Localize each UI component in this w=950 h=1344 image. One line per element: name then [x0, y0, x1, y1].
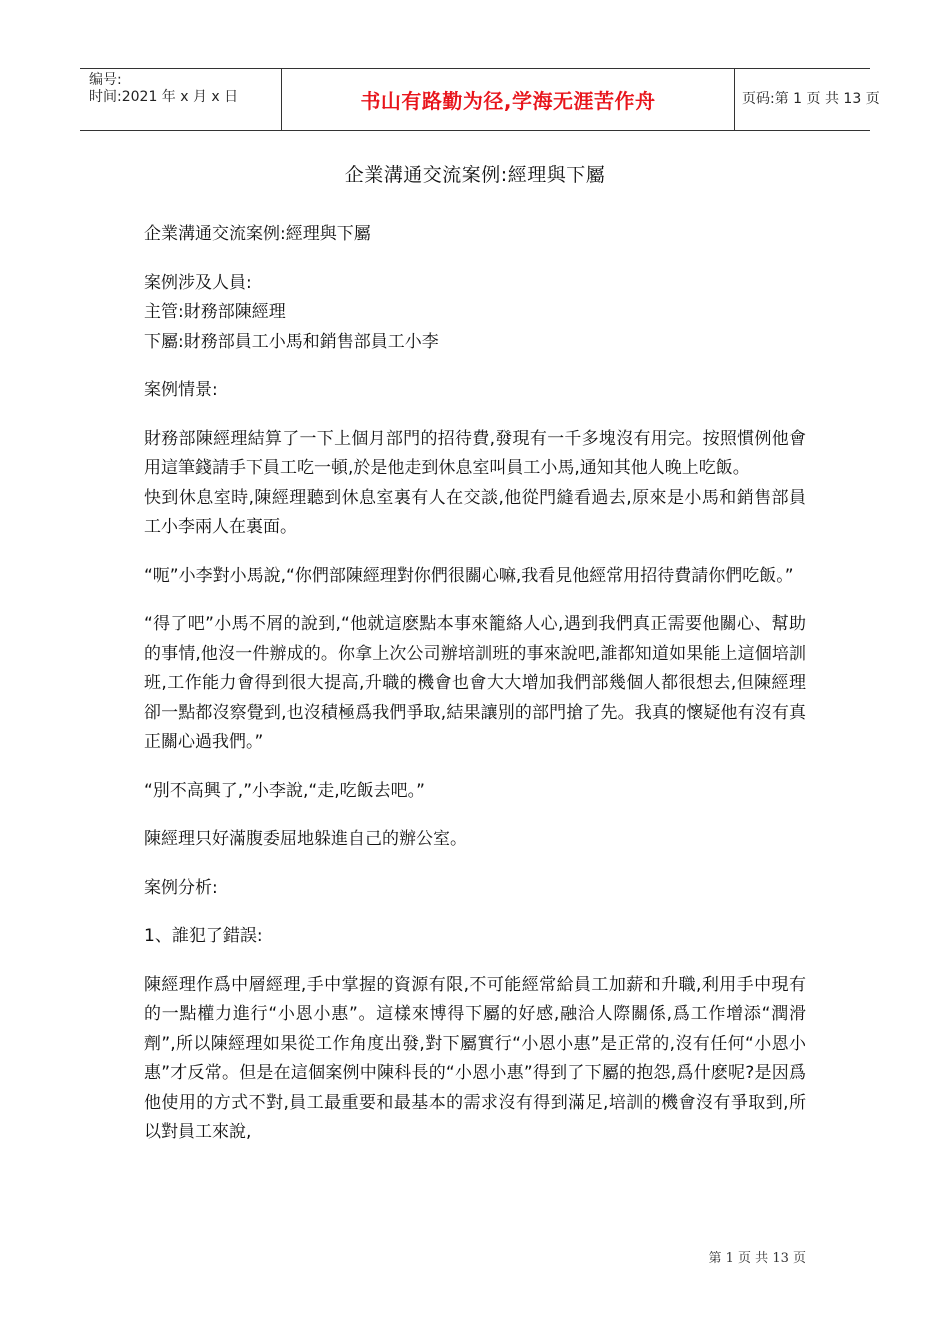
page-footer: 第 1 页 共 13 页: [708, 1251, 806, 1266]
paragraph: 案例涉及人員: 主管:財務部陳經理 下屬:財務部員工小馬和銷售部員工小李: [144, 272, 439, 352]
motto: 书山有路勤为径,学海无涯苦作舟: [360, 89, 656, 113]
paragraph: “得了吧”小馬不屑的說到,“他就這麽點本事來籠絡人心,遇到我們真正需要他關心、幫助的事情,他沒一件辦成的。你拿上次公司辦培訓班的事來說吧,誰都知道如果能上這個培訓班,工作能力會得到很大提高,升職的機會也會大大增加我們部幾個人都很想去,但陳經理卻一點都沒察覺到,也沒積極爲我們爭取,結果讓別的部門搶了先。我真的懷疑他有沒有真正關心過我們。”: [144, 614, 806, 752]
paragraph: 1、誰犯了錯誤:: [144, 926, 263, 946]
page-label: 页码:第 1 页 共 13 页: [742, 91, 880, 107]
number-label: 编号:: [89, 72, 122, 88]
paragraph: 陳經理作爲中層經理,手中掌握的資源有限,不可能經常給員工加薪和升職,利用手中現有的一點權力進行“小恩小惠”。這樣來博得下屬的好感,融洽人際關係,爲工作增添“潤滑劑”,所以陳經理如果從工作角度出發,對下屬實行“小恩小惠”是正常的,沒有任何“小恩小惠”才反常。但是在這個案例中陳科長的“小恩小惠”得到了下屬的抱怨,爲什麽呢?是因爲他使用的方式不對,員工最重要和最基本的需求沒有得到滿足,培訓的機會沒有爭取到,所以對員工來說,: [144, 974, 806, 1142]
paragraph: 案例分析:: [144, 877, 218, 898]
time-label: 时间:2021 年 x 月 x 日: [89, 89, 239, 105]
paragraph: “別不高興了,”小李說,“走,吃飯去吧。”: [144, 780, 425, 801]
header-page-cell: [734, 69, 880, 130]
header-motto-cell: [281, 69, 735, 130]
paragraph: 案例情景:: [144, 380, 218, 400]
document-header: [80, 68, 880, 131]
document-body: [144, 220, 806, 1167]
paragraph: 財務部陳經理結算了一下上個月部門的招待費,發現有一千多塊沒有用完。按照慣例他會用這筆錢請手下員工吃一頓,於是他走到休息室叫員工小馬,通知其他人晚上吃飯。 快到休息室時,陳經理聽到休息室裏有人在交談,他從門縫看過去,原來是小馬和銷售部員工小李兩人在裏面。: [144, 428, 806, 537]
paragraph: 陳經理只好滿腹委屈地躲進自己的辦公室。: [144, 829, 467, 849]
paragraph: “呃”小李對小馬說,“你們部陳經理對你們很關心嘛,我看見他經常用招待費請你們吃飯。”: [144, 565, 794, 586]
document-title: 企業溝通交流案例:經理與下屬: [344, 164, 606, 186]
paragraph: 企業溝通交流案例:經理與下屬: [144, 224, 371, 244]
header-meta: [80, 69, 281, 130]
